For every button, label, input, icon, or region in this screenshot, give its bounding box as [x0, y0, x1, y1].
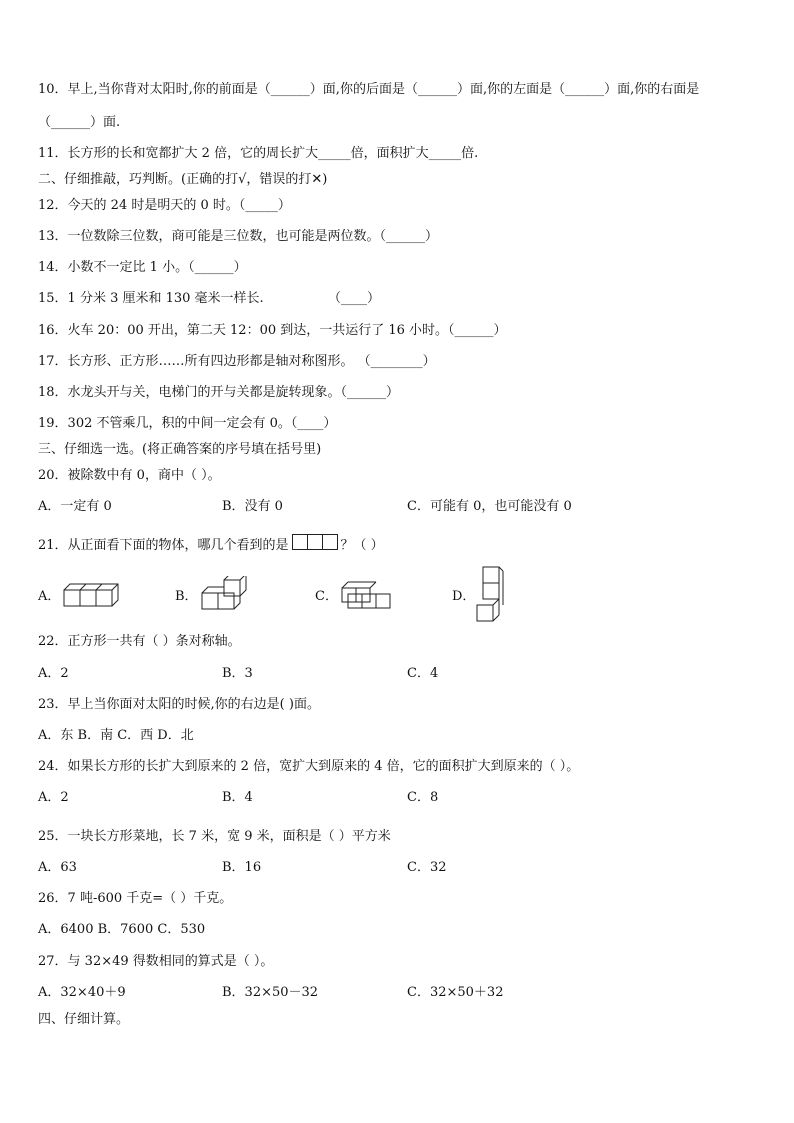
question-17: 17．长方形、正方形……所有四边形都是轴对称图形。 （________）: [38, 354, 436, 369]
question-16: 16．火车 20：00 开出，第二天 12：00 到达，一共运行了 16 小时。（______）: [38, 323, 507, 338]
question-25-option-a: A．63: [38, 860, 77, 875]
question-15-blank: （____）: [328, 291, 381, 306]
cube-figure-c: [340, 580, 392, 612]
question-21-option-b: B．: [175, 589, 198, 604]
section-3-heading: 三、仔细选一选。(将正确答案的序号填在括号里): [38, 442, 322, 457]
cube-figure-d: [475, 565, 507, 627]
question-20-option-a: A．一定有 0: [38, 499, 112, 514]
question-19: 19．302 不管乘几，积的中间一定会有 0。（____）: [38, 416, 337, 431]
question-25-stem: 25．一块长方形菜地，长 7 米，宽 9 米，面积是（ ）平方米: [38, 829, 391, 844]
cube-figure-a: [62, 580, 120, 610]
question-18: 18．水龙头开与关，电梯门的开与关都是旋转现象。（______）: [38, 385, 400, 400]
question-23-stem: 23．早上当你面对太阳的时候,你的右边是( )面。: [38, 697, 320, 712]
question-13: 13．一位数除三位数，商可能是三位数，也可能是两位数。（______）: [38, 229, 439, 244]
question-10-line1: 10．早上,当你背对太阳时,你的前面是（______）面,你的后面是（______）面,你的左面是（______）面,你的右面是: [38, 82, 700, 97]
question-15: 15．1 分米 3 厘米和 130 毫米一样长.: [38, 291, 264, 306]
question-25-option-b: B．16: [222, 860, 262, 875]
question-24-option-b: B．4: [222, 790, 253, 805]
question-26-options: A．6400 B．7600 C．530: [38, 922, 206, 937]
question-22-option-c: C．4: [407, 666, 439, 681]
question-21-option-a: A．: [38, 589, 61, 604]
question-14: 14．小数不一定比 1 小。（______）: [38, 260, 247, 275]
question-27-option-b: B．32×50－32: [222, 985, 319, 1000]
section-4-heading: 四、仔细计算。: [38, 1012, 130, 1027]
question-21-stem-text: 21．从正面看下面的物体，哪几个看到的是: [38, 538, 289, 553]
question-26-stem: 26．7 吨-600 千克=（ ）千克。: [38, 891, 233, 906]
question-21-option-c: C．: [315, 589, 338, 604]
cube-figure-b: [200, 576, 252, 612]
question-21-stem-answer: ？（ ）: [340, 538, 384, 553]
question-21-option-d: D．: [452, 589, 476, 604]
question-27-option-c: C．32×50＋32: [407, 985, 504, 1000]
question-24-stem: 24．如果长方形的长扩大到原来的 2 倍，宽扩大到原来的 4 倍，它的面积扩大到原来的（ ）。: [38, 759, 580, 774]
question-23-options: A．东 B．南 C．西 D．北: [38, 728, 194, 743]
question-27-option-a: A．32×40＋9: [38, 985, 126, 1000]
three-square-row-figure: [292, 534, 338, 557]
question-11: 11．长方形的长和宽都扩大 2 倍，它的周长扩大_____倍，面积扩大_____倍.: [38, 146, 479, 161]
question-20-option-c: C．可能有 0，也可能没有 0: [407, 499, 572, 514]
question-12: 12．今天的 24 时是明天的 0 时。（_____）: [38, 198, 291, 213]
question-24-option-c: C．8: [407, 790, 439, 805]
question-27-stem: 27．与 32×49 得数相同的算式是（ ）。: [38, 954, 274, 969]
question-10-line2: （______）面.: [38, 115, 121, 130]
question-24-option-a: A．2: [38, 790, 69, 805]
question-25-option-c: C．32: [407, 860, 447, 875]
question-20-stem: 20．被除数中有 0，商中（ ）。: [38, 468, 221, 483]
section-2-heading: 二、仔细推敲，巧判断。(正确的打√，错误的打✕): [38, 172, 328, 187]
question-22-stem: 22．正方形一共有（ ）条对称轴。: [38, 634, 241, 649]
question-21-stem: [38, 534, 384, 554]
question-22-option-a: A．2: [38, 666, 69, 681]
question-20-option-b: B．没有 0: [222, 499, 283, 514]
question-22-option-b: B．3: [222, 666, 253, 681]
